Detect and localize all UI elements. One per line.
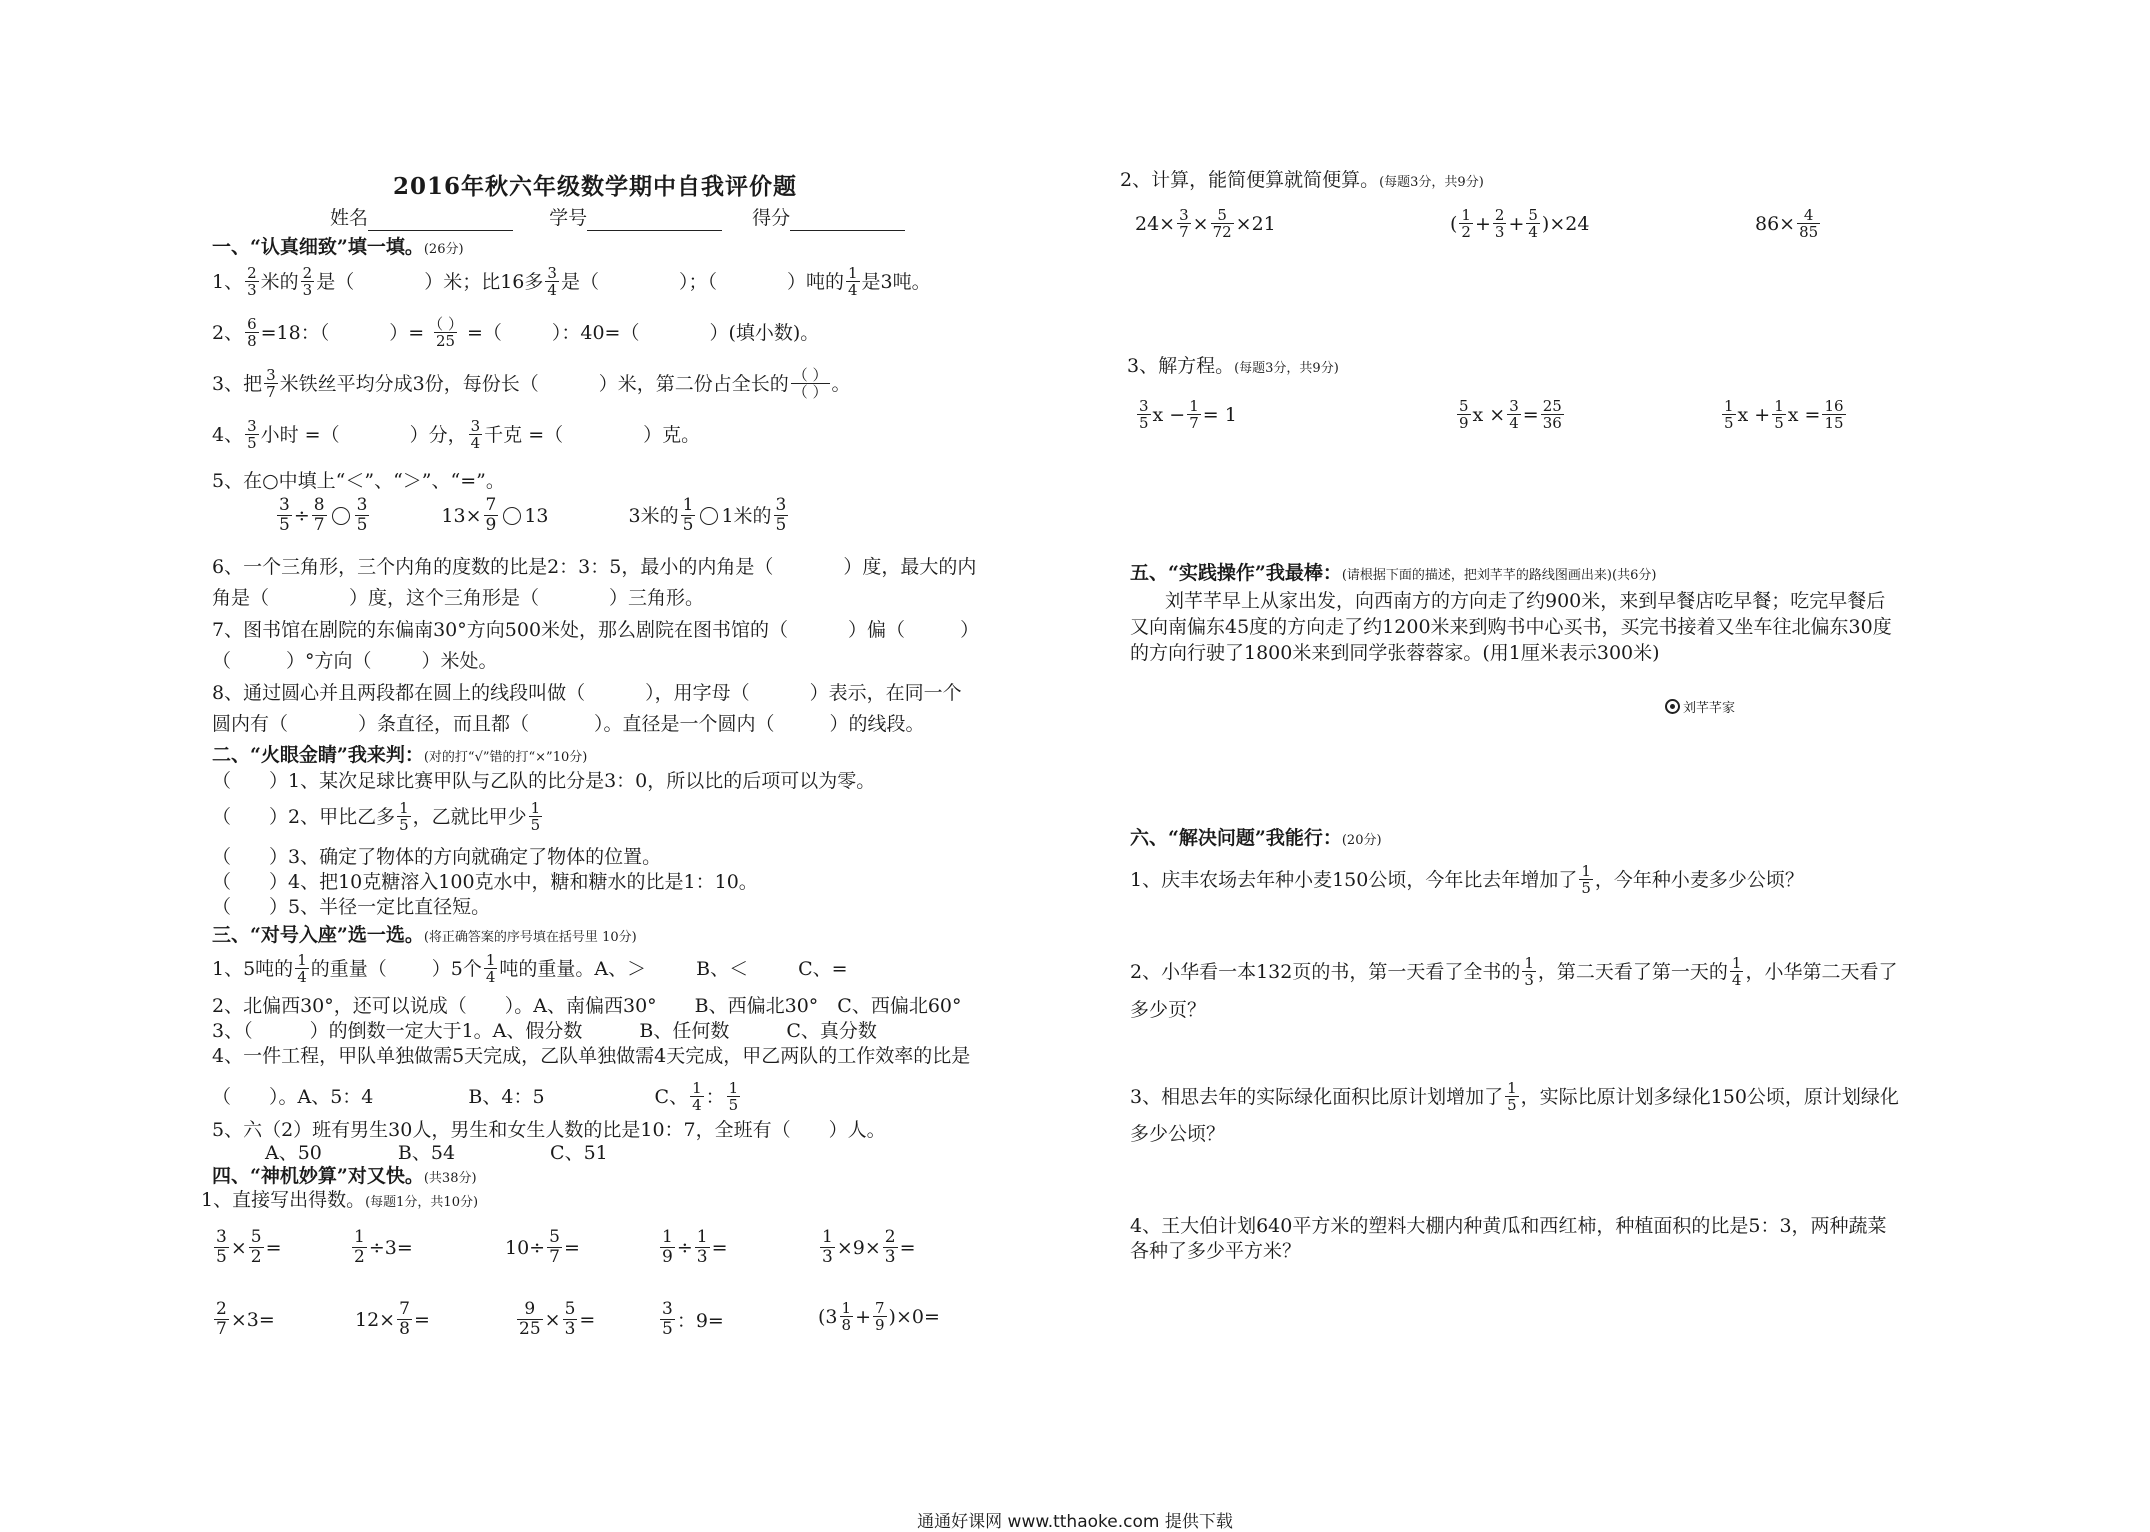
problem-3: 3、相思去年的实际绿化面积比原计划增加了 $\frac{1}{5}$ ，实际比原计划多绿化150公顷，原计划绿化 xyxy=(1130,1079,1899,1114)
question-1-6-line1: 6、一个三角形，三个内角的度数的比是2：3：5，最小的内角是（ ）度，最大的内 xyxy=(212,556,977,578)
calc-item: $\frac{3}{5}$ × $\frac{5}{2}$ = xyxy=(216,1227,282,1267)
question-1-8-line2: 圆内有（ ）条直径，而且都（ ）。直径是一个圆内（ ）的线段。 xyxy=(212,713,925,735)
problem-3-cont: 多少公顷？ xyxy=(1130,1123,1226,1145)
section-4-sub2: 2、计算，能简便算就简便算。(每题3分，共9分) xyxy=(1120,169,1484,191)
judge-item: （ ）4、把10克糖溶入100克水中，糖和糖水的比是1：10。 xyxy=(212,871,758,893)
question-1-6-line2: 角是（ ）度，这个三角形是（ ）三角形。 xyxy=(212,587,705,609)
calc-item: $\frac{9}{25}$ × $\frac{5}{3}$ = xyxy=(519,1299,596,1339)
choice-item: （ ）。A、5：4 B、4：5 C、 $\frac{1}{4}$ ： $\frac{1}{5}$ xyxy=(212,1079,739,1114)
question-1-5: 5、在○中填上“＜”、“＞”、“=”。 xyxy=(212,470,505,492)
choice-item: 1、5吨的 $\frac{1}{4}$ 的重量（ ）5个 $\frac{1}{4}$ 吨的重量。A、＞ B、＜ C、= xyxy=(212,951,848,986)
section-5-text: 刘芊芊早上从家出发，向西南方的方向走了约900米，来到早餐店吃早餐；吃完早餐后 xyxy=(1165,590,1886,612)
equation-item: $\frac{5}{9}$ x × $\frac{3}{4}$ = $\frac{25}{36}$ xyxy=(1459,397,1562,432)
section-3-heading: 三、“对号入座”选一选。(将正确答案的序号填在括号里 10分) xyxy=(212,924,637,946)
calc-item: 86× $\frac{4}{85}$ xyxy=(1755,206,1819,241)
home-dot-icon xyxy=(1665,699,1680,714)
equation-item: $\frac{3}{5}$ x − $\frac{1}{7}$ = 1 xyxy=(1139,397,1237,432)
left-column xyxy=(195,0,1015,1440)
compare-circle[interactable] xyxy=(503,507,521,525)
calc-item: $\frac{3}{5}$ ：9= xyxy=(662,1299,724,1339)
section-4-sub1: 1、直接写出得数。(每题1分，共10分) xyxy=(201,1189,479,1211)
id-label: 学号 xyxy=(549,207,588,229)
calc-item: ( $\frac{1}{2}$ + $\frac{2}{3}$ + $\frac{5}{4}$ )×24 xyxy=(1450,206,1590,241)
calc-item: $\frac{1}{3}$ ×9× $\frac{2}{3}$ = xyxy=(822,1227,916,1267)
problem-4: 4、王大伯计划640平方米的塑料大棚内种黄瓜和西红柿，种植面积的比是5：3，两种蔬菜 xyxy=(1130,1215,1887,1237)
compare-circle[interactable] xyxy=(332,507,350,525)
question-1-7-line2: （ ）°方向（ ）米处。 xyxy=(212,650,498,672)
problem-1: 1、庆丰农场去年种小麦150公顷，今年比去年增加了 $\frac{1}{5}$ ，今年种小麦多少公顷？ xyxy=(1130,862,1804,897)
judge-item: （ ）1、某次足球比赛甲队与乙队的比分是3：0，所以比的后项可以为零。 xyxy=(212,770,876,792)
judge-item: （ ）3、确定了物体的方向就确定了物体的位置。 xyxy=(212,846,662,868)
choice-item: 3、（ ）的倒数一定大于1。A、假分数 B、任何数 C、真分数 xyxy=(212,1020,877,1042)
right-column xyxy=(1115,0,1975,1440)
question-1-4: 4、 $\frac{3}{5}$ 小时 =（ ）分， $\frac{3}{4}$ 千克 =（ ）克。 xyxy=(212,417,701,452)
compare-circle[interactable] xyxy=(700,507,718,525)
calc-item: $\frac{1}{2}$ ÷3= xyxy=(354,1227,413,1267)
score-blank[interactable] xyxy=(790,210,905,231)
question-1-7-line1: 7、图书馆在剧院的东偏南30°方向500米处，那么剧院在图书馆的（ ）偏（ ） xyxy=(212,619,980,641)
choice-item: 4、一件工程，甲队单独做需5天完成，乙队单独做需4天完成，甲乙两队的工作效率的比是 xyxy=(212,1045,971,1067)
problem-2-cont: 多少页？ xyxy=(1130,999,1207,1021)
section-1-heading: 一、“认真细致”填一填。(26分) xyxy=(212,236,464,258)
section-5-heading: 五、“实践操作”我最棒：(请根据下面的描述，把刘芊芊的路线图画出来)(共6分) xyxy=(1130,562,1657,584)
judge-item: （ ）5、半径一定比直径短。 xyxy=(212,896,491,918)
student-header xyxy=(330,205,905,231)
footer-credit: 通通好课网 www.tthaoke.com 提供下载 xyxy=(917,1512,1233,1532)
equation-item: $\frac{1}{5}$ x + $\frac{1}{5}$ x = $\frac{16}{15}$ xyxy=(1724,397,1844,432)
problem-4-cont: 各种了多少平方米？ xyxy=(1130,1240,1302,1262)
name-blank[interactable] xyxy=(368,210,513,231)
problem-2: 2、小华看一本132页的书，第一天看了全书的 $\frac{1}{3}$ ，第二天看了第一天的 $\frac{1}{4}$ ，小华第二天看了 xyxy=(1130,954,1898,989)
section-4-heading: 四、“神机妙算”对又快。(共38分) xyxy=(212,1165,477,1187)
calc-item: $\frac{2}{7}$ ×3= xyxy=(216,1299,275,1339)
question-1-3: 3、把 $\frac{3}{7}$ 米铁丝平均分成3份，每份长（ ）米，第二份占全长的 $\frac{( )}{( )}$ 。 xyxy=(212,366,851,401)
home-marker: 刘芊芊家 xyxy=(1665,697,1735,716)
section-5-text: 又向南偏东45度的方向走了约1200米来到购书中心买书，买完书接着又坐车往北偏东30度 xyxy=(1130,616,1892,638)
question-1-1: 1、 $\frac{2}{3}$ 米的 $\frac{2}{3}$ 是（ ）米；比16多 $\frac{3}{4}$ 是（ ）；（ ）吨的 $\frac{1}{4}$ 是3吨。 xyxy=(212,264,931,299)
page-title: 2016年秋六年级数学期中自我评价题 xyxy=(393,173,798,200)
calc-item: (3 $\frac{1}{8}$ + $\frac{7}{9}$ )×0= xyxy=(818,1299,940,1334)
choice-options: A、50 B、54 C、51 xyxy=(265,1142,608,1164)
calc-item: 24× $\frac{3}{7}$ × $\frac{5}{72}$ ×21 xyxy=(1135,206,1276,241)
calc-item: 12× $\frac{7}{8}$ = xyxy=(355,1299,430,1339)
choice-item: 2、北偏西30°，还可以说成（ ）。A、南偏西30° B、西偏北30° C、西偏北60° xyxy=(212,995,962,1017)
section-6-heading: 六、“解决问题”我能行：(20分) xyxy=(1130,827,1382,849)
section-4-sub3: 3、解方程。(每题3分，共9分) xyxy=(1127,355,1339,377)
section-2-heading: 二、“火眼金睛”我来判：(对的打“√”错的打“×”10分) xyxy=(212,744,588,766)
judge-item: （ ）2、甲比乙多 $\frac{1}{5}$ ，乙就比甲少 $\frac{1}{5}$ xyxy=(212,799,541,834)
question-1-8-line1: 8、通过圆心并且两段都在圆上的线段叫做（ ），用字母（ ）表示，在同一个 xyxy=(212,682,962,704)
question-1-5-items: $\frac{3}{5}$ ÷ $\frac{8}{7}$ $\frac{3}{5}$ 13× $\frac{7}{9}$ 13 3米的 $\frac{1}{5}$ 1米的 $\frac{3}{5}$ xyxy=(279,495,787,535)
calc-item: 10÷ $\frac{5}{7}$ = xyxy=(505,1227,580,1267)
section-5-text: 的方向行驶了1800米来到同学张蓉蓉家。(用1厘米表示300米) xyxy=(1130,642,1660,664)
calc-item: $\frac{1}{9}$ ÷ $\frac{1}{3}$ = xyxy=(662,1227,728,1267)
id-blank[interactable] xyxy=(587,210,722,231)
choice-item: 5、六（2）班有男生30人，男生和女生人数的比是10：7，全班有（ ）人。 xyxy=(212,1119,886,1141)
question-1-2: 2、 $\frac{6}{8}$ =18：（ ）= $\frac{( )}{25}$ =（ ）：40=（ ）(填小数)。 xyxy=(212,315,820,350)
score-label: 得分 xyxy=(752,207,791,229)
name-label: 姓名 xyxy=(330,207,369,229)
